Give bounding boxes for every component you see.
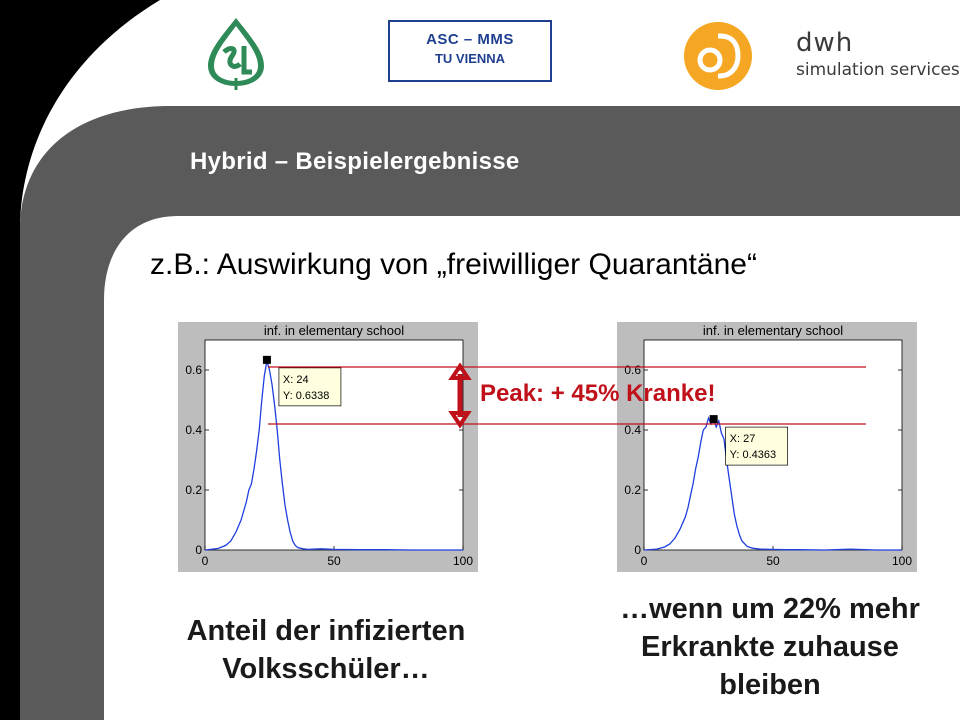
asc-mms-label: ASC – MMS xyxy=(426,31,514,48)
peak-label: Peak: + 45% Kranke! xyxy=(480,380,716,407)
y-tick-label: 0.4 xyxy=(185,423,202,437)
datatip-marker xyxy=(710,415,718,423)
caption-left-line: Anteil der infizierten xyxy=(186,615,466,647)
slide-title: Hybrid – Beispielergebnisse xyxy=(190,148,520,175)
caption-left xyxy=(120,612,532,688)
y-tick-label: 0.2 xyxy=(185,483,202,497)
caption-right-line: bleiben xyxy=(719,669,821,701)
x-tick-label: 100 xyxy=(452,554,474,568)
chart-title: inf. in elementary school xyxy=(702,323,844,338)
x-tick-label: 100 xyxy=(891,554,913,568)
y-tick-label: 0.6 xyxy=(624,363,641,377)
datatip-x-text: X: 27 xyxy=(729,433,756,446)
caption-right xyxy=(560,590,960,704)
y-tick-label: 0 xyxy=(195,543,202,557)
y-tick-label: 0.4 xyxy=(624,423,641,437)
y-tick-label: 0.6 xyxy=(185,363,202,377)
datatip-y-text: Y: 0.4363 xyxy=(729,449,777,462)
datatip-marker xyxy=(263,356,271,364)
slide-subtitle: z.B.: Auswirkung von „freiwilliger Quarantäne“ xyxy=(150,248,757,281)
x-tick-label: 50 xyxy=(766,554,780,568)
datatip-x-text: X: 24 xyxy=(282,373,309,386)
caption-right-line: …wenn um 22% mehr xyxy=(620,593,920,625)
y-tick-label: 0.2 xyxy=(624,483,641,497)
dwh-brand-text xyxy=(796,28,960,80)
x-tick-label: 0 xyxy=(201,554,209,568)
dwh-name: dwh xyxy=(796,28,854,58)
chart-right xyxy=(617,322,917,572)
asc-mms-logo-box xyxy=(388,20,552,82)
dwh-circle-logo-icon xyxy=(682,20,754,97)
sl-leaf-logo-icon xyxy=(200,16,272,95)
chart-left xyxy=(178,322,478,572)
x-tick-label: 0 xyxy=(640,554,648,568)
y-tick-label: 0 xyxy=(634,543,641,557)
caption-right-line: Erkrankte zuhause xyxy=(641,631,899,663)
caption-left-line: Volksschüler… xyxy=(222,653,430,685)
tu-vienna-label: TU VIENNA xyxy=(434,51,506,66)
datatip-y-text: Y: 0.6338 xyxy=(282,389,330,402)
x-tick-label: 50 xyxy=(327,554,341,568)
dwh-subtitle: simulation services xyxy=(796,60,960,80)
chart-title: inf. in elementary school xyxy=(263,323,405,338)
